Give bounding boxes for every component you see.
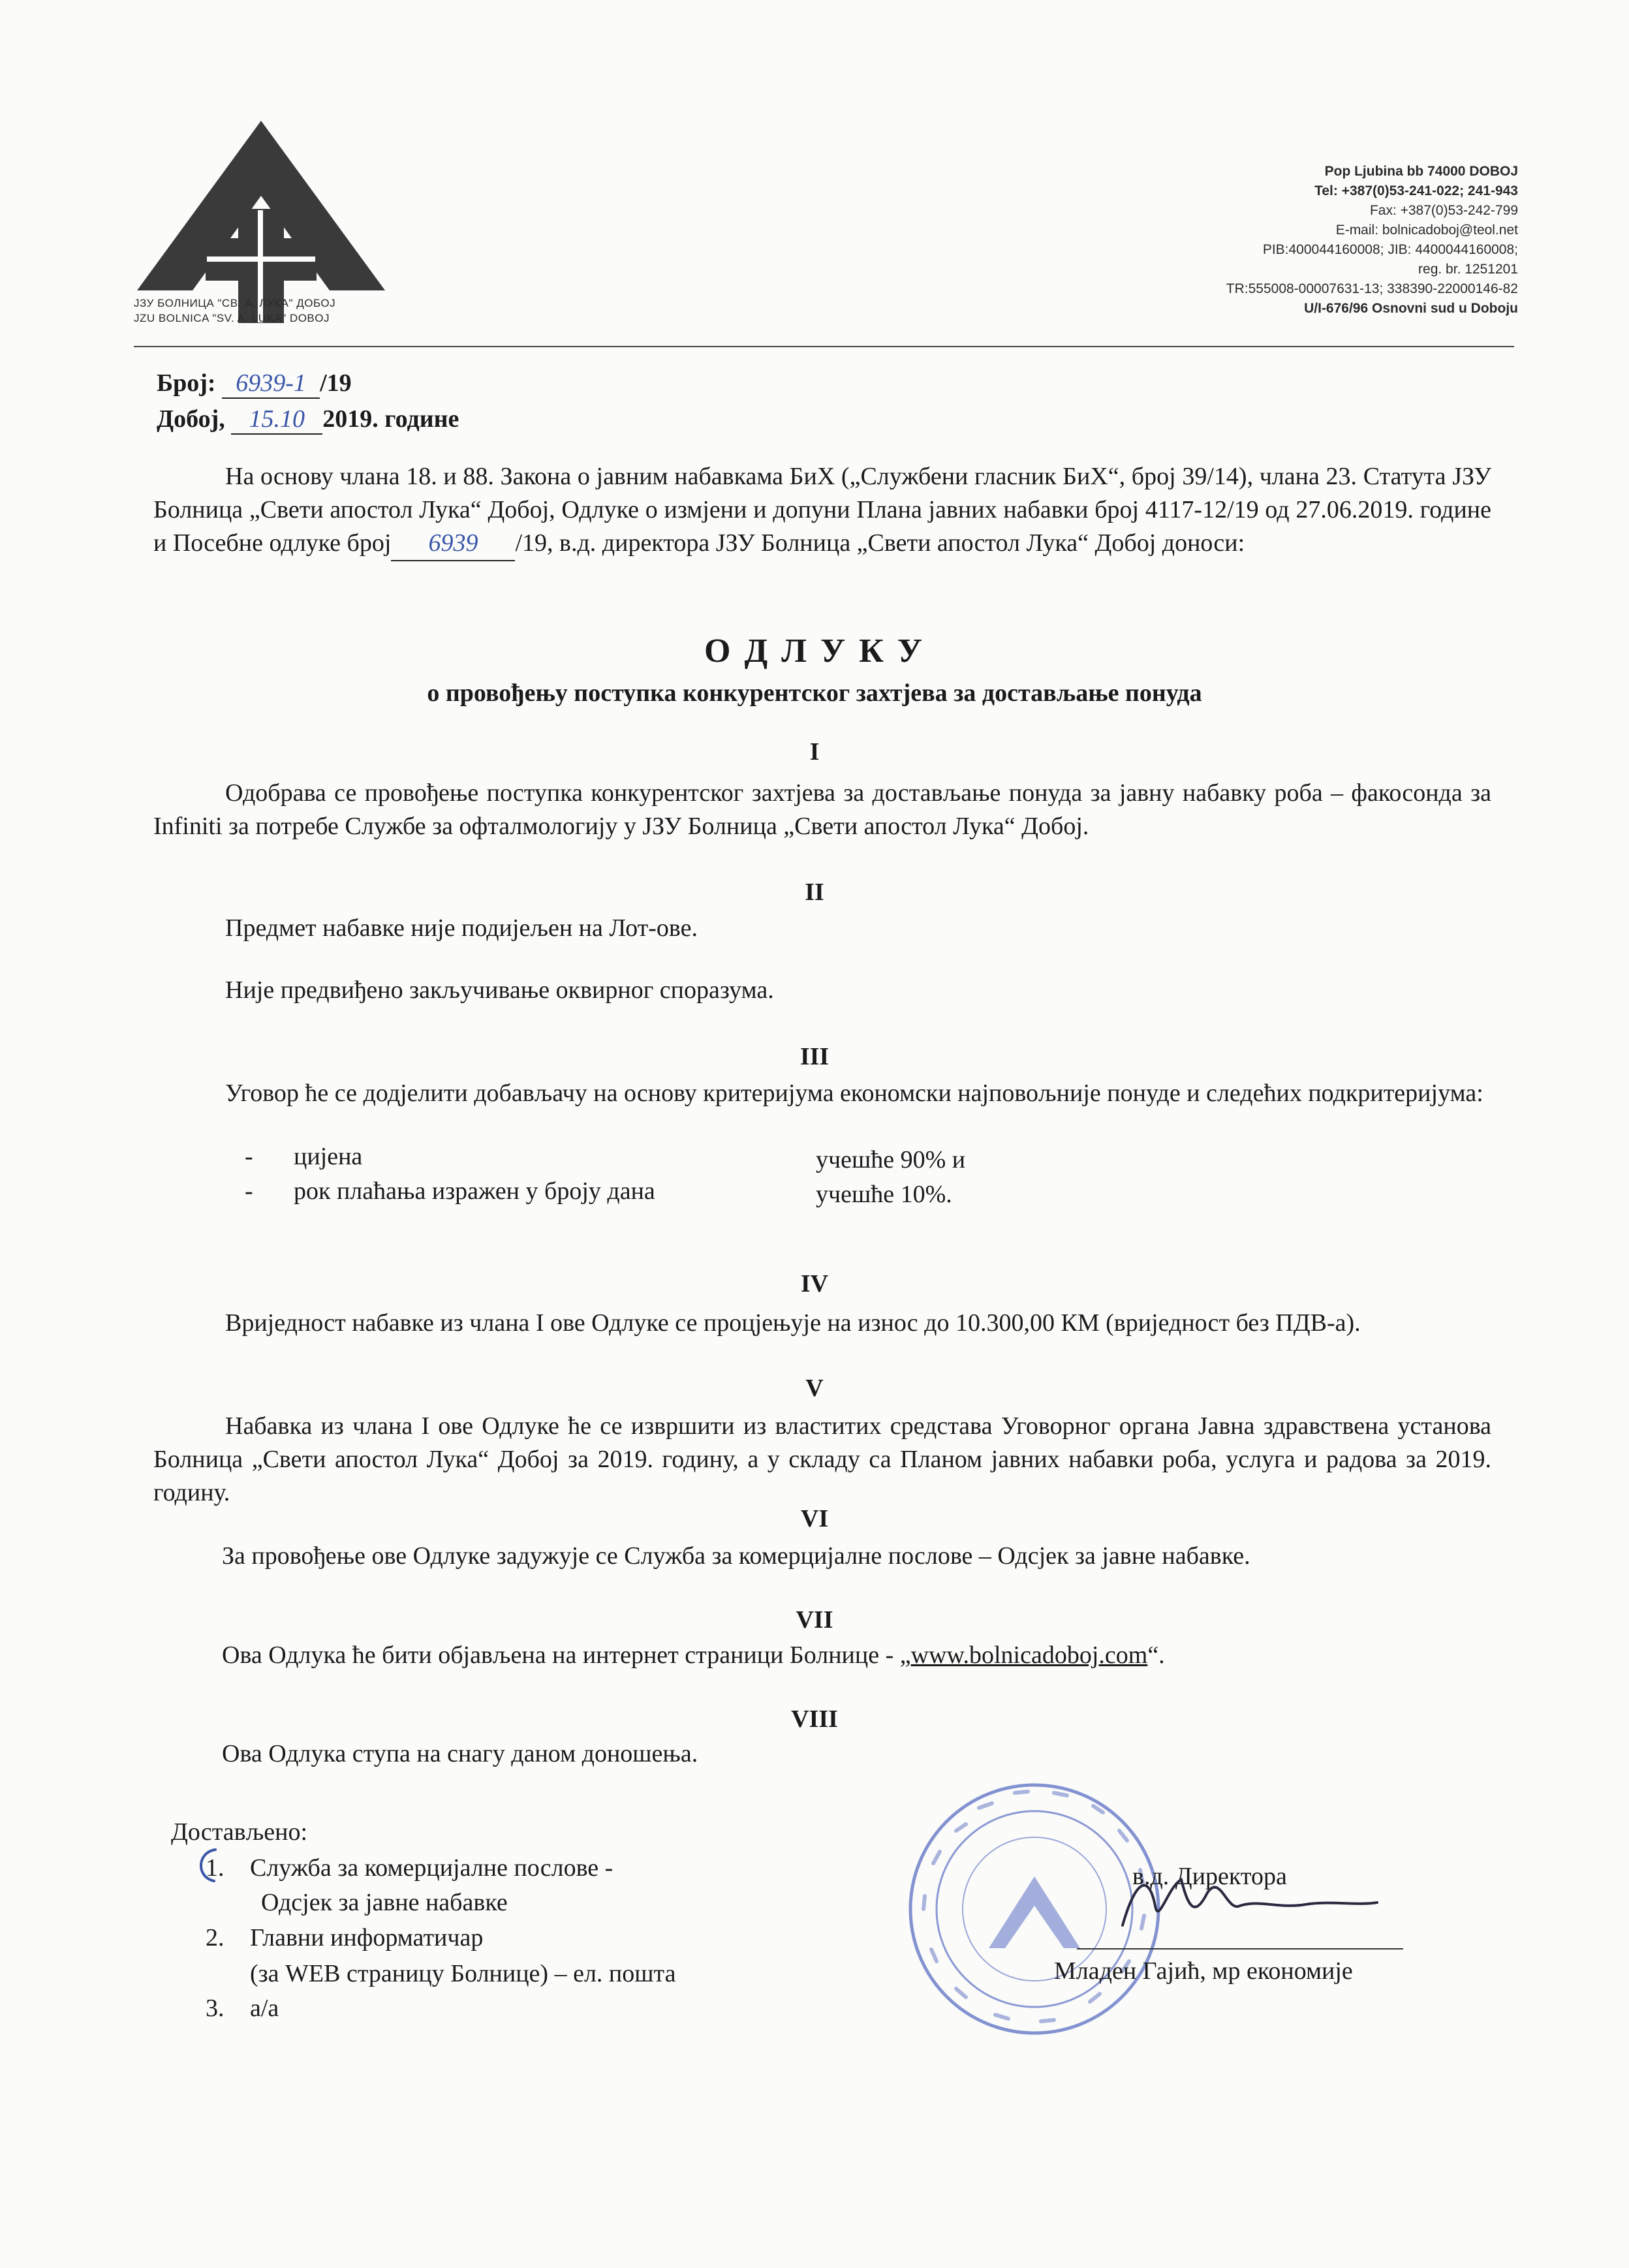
criterion-dash: - [245, 1143, 253, 1170]
pib-line: PIB:400044160008; JIB: 4400044160008; [1262, 242, 1518, 257]
institution-name-latin: JZU BOLNICA "SV. A. LUKA" DOBOJ [134, 312, 330, 324]
intro-paragraph: На основу члана 18. и 88. Закона о јавним набавкама БиХ („Службени гласник БиХ“, број 39/14), члана 23. Статута ЈЗУ Болница „Свети апостол Лука“ Добој, Одлуке о измјени и допуни Плана јавних набавки број 4117-12/19 од 27.06.2019. године и Посебне одлуке број 6939 /19, в.д. директора ЈЗУ Болница „Свети апостол Лука“ Добој доноси: [153, 460, 1491, 561]
phone-line: Tel: +387(0)53-241-022; 241-943 [1314, 183, 1518, 198]
criterion-share: учешће 90% и [816, 1146, 966, 1173]
signatory-role: в.д. Директора [1132, 1863, 1287, 1890]
handwritten-date: 15.10 [249, 405, 305, 433]
criterion-name: рок плаћања изражен у броју дана [294, 1177, 655, 1205]
delivered-item-line: (за WEB страницу Болнице) – ел. пошта [250, 1960, 676, 1987]
section-2-line-1: Предмет набавке није подијељен на Лот-ове. [225, 914, 698, 942]
delivered-item-number: 2. [206, 1924, 225, 1951]
section-number-8: VIII [791, 1705, 838, 1733]
section-number-4: IV [800, 1270, 829, 1297]
delivered-item-line: Одсјек за јавне набавке [261, 1889, 508, 1916]
section-1-text: Одобрава се провођење поступка конкурентског захтјева за достављање понуда за јавну набавку роба – факосонда за Infiniti за потребе Службе за офталмологију у ЈЗУ Болница „Свети апостол Лука“ Добој. [153, 779, 1491, 840]
signature-line [1077, 1948, 1403, 1950]
letterhead-divider [134, 346, 1514, 347]
fax-line: Fax: +387(0)53-242-799 [1369, 203, 1518, 218]
criterion-dash: - [245, 1177, 253, 1205]
delivered-item-number: 1. [206, 1854, 225, 1882]
handwritten-number: 6939-1 [236, 369, 306, 397]
court-registration-line: U/I-676/96 Osnovni sud u Doboju [1304, 301, 1518, 316]
document-number: Број: 6939-1 /19 [157, 369, 352, 399]
document-title: О Д Л У К У [704, 632, 925, 670]
email-line: E-mail: bolnicadoboj@teol.net [1335, 223, 1518, 238]
section-number-2: II [805, 878, 824, 906]
delivered-item-line: а/а [250, 1995, 279, 2022]
section-number-5: V [805, 1375, 824, 1402]
section-number-6: VI [800, 1505, 829, 1532]
website-link[interactable]: www.bolnicadoboj.com [910, 1641, 1148, 1669]
reg-line: reg. br. 1251201 [1418, 262, 1518, 277]
section-number-3: III [799, 1043, 830, 1070]
section-2-line-2: Није предвиђено закључивање оквирног споразума. [225, 976, 774, 1004]
document-date: Добој, 15.10 2019. године [157, 405, 459, 435]
criterion-share: учешће 10%. [816, 1181, 952, 1208]
signatory-name: Младен Гајић, мр економије [1054, 1957, 1353, 1985]
section-number-7: VII [796, 1606, 833, 1634]
delivered-item-line: Служба за комерцијалне послове - [250, 1854, 613, 1882]
handwritten-signature [1109, 1867, 1384, 1938]
section-4-text: Вриједност набавке из члана I ове Одлуке се процјењује на износ до 10.300,00 КМ (вриједност без ПДВ-а). [225, 1309, 1361, 1337]
delivered-label: Достављено: [171, 1818, 307, 1846]
section-7-text: Ова Одлука ће бити објављена на интернет страници Болнице - „www.bolnicadoboj.com“. [222, 1641, 1165, 1669]
delivered-item-line: Главни информатичар [250, 1924, 484, 1951]
criterion-name: цијена [294, 1143, 363, 1170]
section-3-text: Уговор ће се додјелити добављачу на основу критеријума економски најповољније понуде и следећих подкритеријума: [225, 1080, 1483, 1107]
address-line: Pop Ljubina bb 74000 DOBOJ [1324, 164, 1518, 179]
delivered-item-number: 3. [206, 1995, 225, 2022]
section-6-text: За провођење ове Одлуке задужује се Служба за комерцијалне послове – Одсјек за јавне набавке. [222, 1542, 1250, 1570]
handwritten-decision-number: 6939 [428, 529, 478, 557]
document-subtitle: о провођењу поступка конкурентског захтјева за достављање понуда [427, 679, 1202, 707]
bank-account-line: TR:555008-00007631-13; 338390-22000146-82 [1226, 281, 1518, 296]
section-5-text: Набавка из члана I ове Одлуке ће се извршити из властитих средстава Уговорног органа Јавна здравствена установа Болница „Свети апостол Лука“ Добој за 2019. годину, а у складу са Планом јавних набавки роба, услуга и радова за 2019. годину. [153, 1412, 1491, 1506]
hospital-logo [134, 111, 388, 326]
section-8-text: Ова Одлука ступа на снагу даном доношења. [222, 1740, 698, 1767]
contact-block [931, 162, 1518, 318]
institution-name-cyrillic: ЈЗУ БОЛНИЦА "СВ. А. ЛУКА" ДОБОЈ [134, 297, 336, 309]
section-number-1: I [809, 738, 820, 766]
